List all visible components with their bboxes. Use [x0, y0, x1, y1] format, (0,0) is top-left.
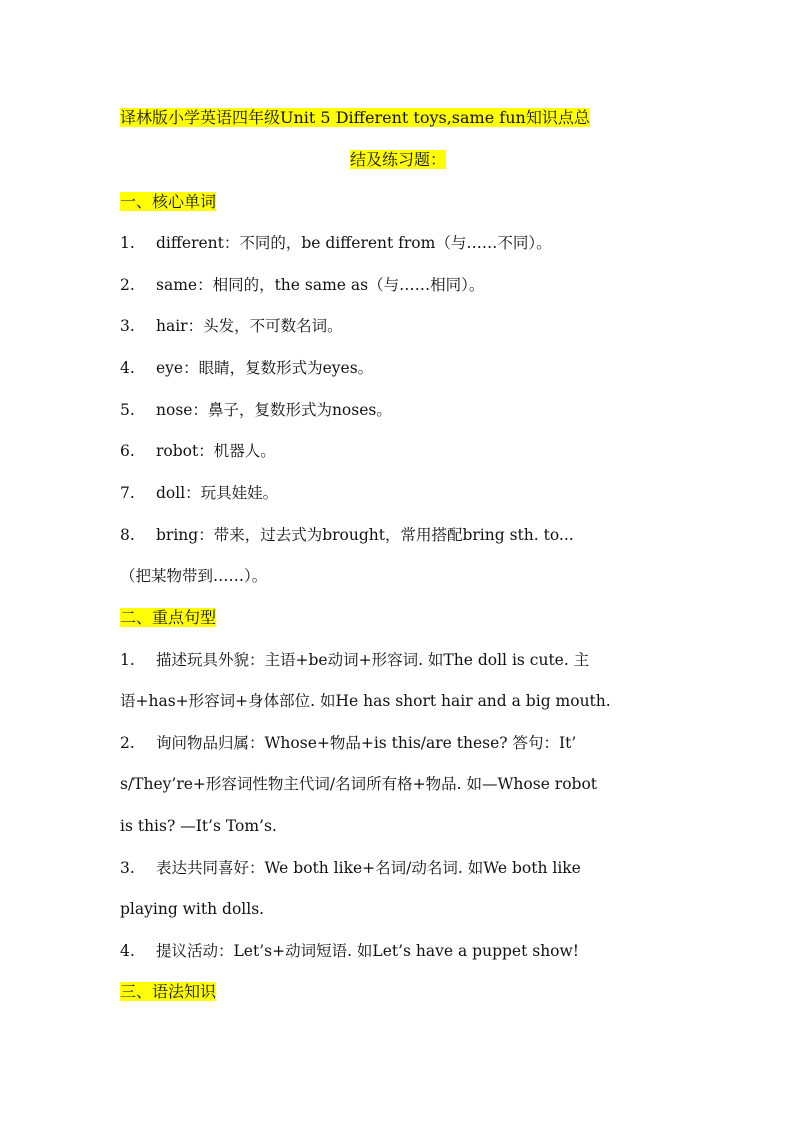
- pattern-item: 2. 询问物品归属：Whose+物品+is this/are these? 答句：It’: [120, 734, 577, 752]
- title-highlight-1: 译林版小学英语四年级Unit 5 Different toys,same fun知识点总: [120, 108, 590, 127]
- vocab-item: 5. nose：鼻子，复数形式为noses。: [120, 401, 392, 419]
- section-heading-grammar: 三、语法知识: [120, 982, 217, 1001]
- section-heading-key-patterns: 二、重点句型: [120, 608, 217, 627]
- vocab-item: 4. eye：眼睛，复数形式为eyes。: [120, 359, 374, 377]
- pattern-item: 4. 提议活动：Let’s+动词短语. 如Let’s have a puppet show!: [120, 942, 580, 960]
- vocab-item: 2. same：相同的，the same as（与……相同）。: [120, 276, 485, 294]
- vocab-item-continuation: （把某物带到……）。: [120, 567, 268, 585]
- section-heading-vocabulary: 一、核心单词: [120, 192, 217, 211]
- title-highlight-2: 结及练习题：: [349, 150, 446, 169]
- pattern-item: 3. 表达共同喜好：We both like+名词/动名词. 如We both like: [120, 859, 581, 877]
- pattern-item-continuation: 语+has+形容词+身体部位. 如He has short hair and a big mouth.: [120, 692, 611, 710]
- document-title-line-1: [120, 106, 676, 130]
- pattern-item-continuation: playing with dolls.: [120, 900, 265, 918]
- vocab-item: 8. bring：带来，过去式为brought，常用搭配bring sth. to...: [120, 526, 574, 544]
- vocab-item: 6. robot：机器人。: [120, 442, 276, 460]
- vocab-item: 3. hair：头发，不可数名词。: [120, 317, 343, 335]
- pattern-item-continuation: is this? —It’s Tom’s.: [120, 817, 277, 835]
- document-title-line-2: [120, 148, 676, 172]
- pattern-item-continuation: s/They’re+形容词性物主代词/名词所有格+物品. 如—Whose robot: [120, 775, 598, 793]
- pattern-item: 1. 描述玩具外貌：主语+be动词+形容词. 如The doll is cute. 主: [120, 651, 590, 669]
- vocab-item: 1. different：不同的，be different from（与……不同）。: [120, 234, 552, 252]
- vocab-item: 7. doll：玩具娃娃。: [120, 484, 279, 502]
